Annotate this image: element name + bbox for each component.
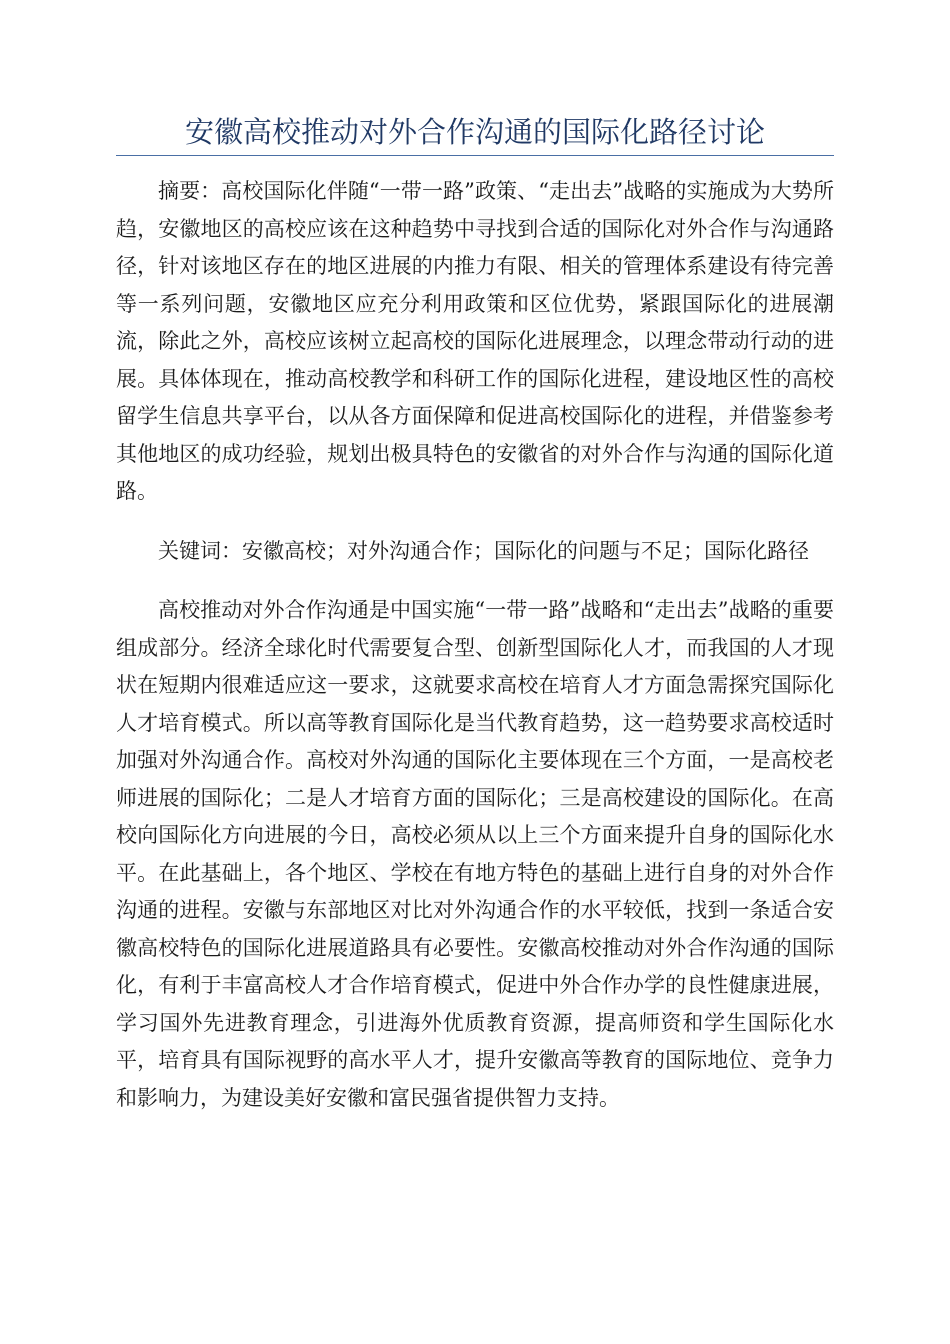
keywords-text: 安徽高校；对外沟通合作；国际化的问题与不足；国际化路径 (242, 538, 809, 563)
abstract-paragraph (116, 173, 834, 511)
keywords-paragraph (116, 533, 834, 571)
abstract-text: 高校国际化伴随“一带一路”政策、“走出去”战略的实施成为大势所趋，安徽地区的高校应该在这种趋势中寻找到合适的国际化对外合作与沟通路径，针对该地区存在的地区进展的内推力有限、相关的管理体系建设有待完善等一系列问题，安徽地区应充分利用政策和区位优势，紧跟国际化的进展潮流，除此之外，高校应该树立起高校的国际化进展理念，以理念带动行动的进展。具体体现在，推动高校教学和科研工作的国际化进程，建设地区性的高校留学生信息共享平台，以从各方面保障和促进高校国际化的进程，并借鉴参考其他地区的成功经验，规划出极具特色的安徽省的对外合作与沟通的国际化道路。 (116, 179, 834, 503)
document-body (116, 173, 834, 1117)
document-title: 安徽高校推动对外合作沟通的国际化路径讨论 (184, 115, 765, 149)
keywords-label: 关键词： (158, 538, 242, 563)
abstract-label: 摘要： (158, 179, 222, 203)
body-paragraph: 高校推动对外合作沟通是中国实施“一带一路”战略和“走出去”战略的重要组成部分。经济全球化时代需要复合型、创新型国际化人才，而我国的人才现状在短期内很难适应这一要求，这就要求高校在培育人才方面急需探究国际化人才培育模式。所以高等教育国际化是当代教育趋势，这一趋势要求高校适时加强对外沟通合作。高校对外沟通的国际化主要体现在三个方面，一是高校老师进展的国际化；二是人才培育方面的国际化；三是高校建设的国际化。在高校向国际化方向进展的今日，高校必须从以上三个方面来提升自身的国际化水平。在此基础上，各个地区、学校在有地方特色的基础上进行自身的对外合作沟通的进程。安徽与东部地区对比对外沟通合作的水平较低，找到一条适合安徽高校特色的国际化进展道路具有必要性。安徽高校推动对外合作沟通的国际化，有利于丰富高校人才合作培育模式，促进中外合作办学的良性健康进展，学习国外先进教育理念，引进海外优质教育资源，提高师资和学生国际化水平，培育具有国际视野的高水平人才，提升安徽高等教育的国际地位、竞争力和影响力，为建设美好安徽和富民强省提供智力支持。 (116, 598, 834, 1110)
title-block (116, 112, 834, 156)
